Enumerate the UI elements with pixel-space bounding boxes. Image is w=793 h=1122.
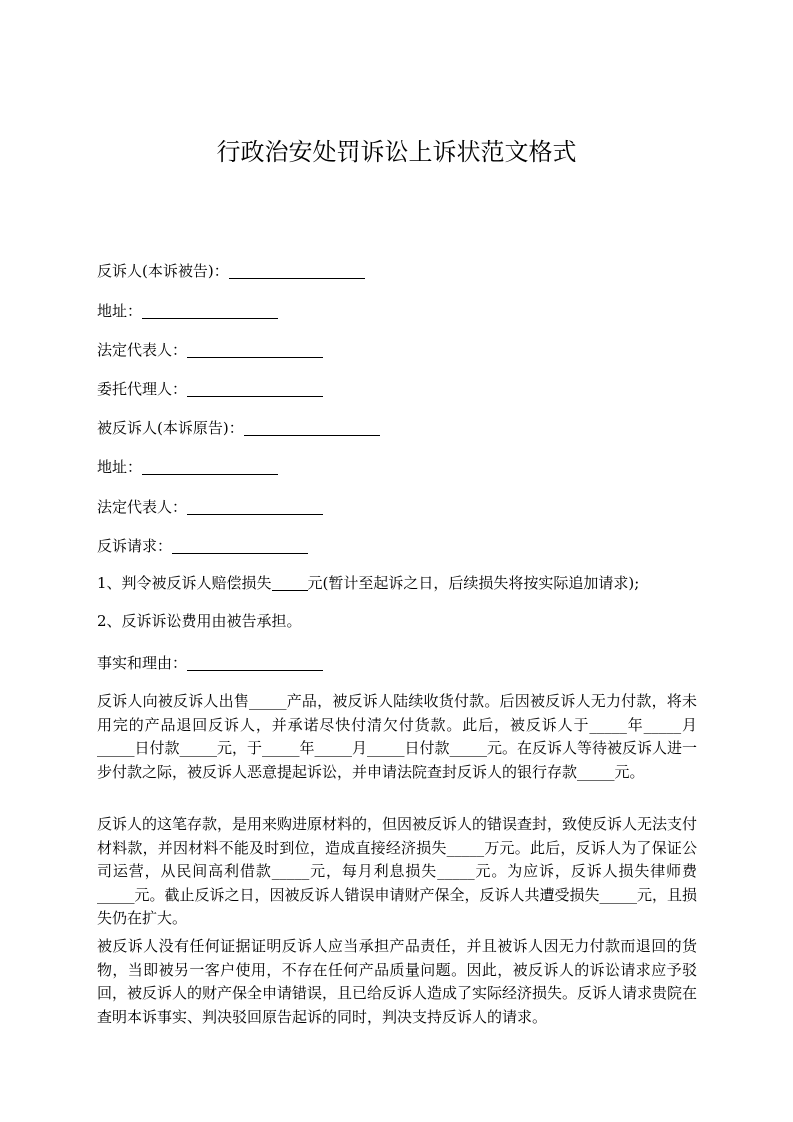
claim-item-1	[97, 572, 639, 594]
facts-paragraph-3: 被反诉人没有任何证据证明反诉人应当承担产品责任，并且被诉人因无力付款而退回的货物，当即被另一客户使用，不存在任何产品质量问题。因此，被反诉人的诉讼请求应予驳回，被反诉人的财产保全申请错误，且已给反诉人造成了实际经济损失。反诉人请求贵院在查明本诉事实、判决驳回原告起诉的同时，判决支持反诉人的请求。	[97, 937, 698, 1026]
counter-defendant-label: 被反诉人(本诉原告)：	[97, 419, 244, 437]
facts-field	[97, 652, 323, 674]
facts-label: 事实和理由：	[97, 654, 188, 672]
legal-rep-field-2	[97, 496, 323, 518]
facts-blank	[187, 654, 323, 671]
counter-plaintiff-field	[97, 260, 365, 282]
agent-blank	[187, 380, 323, 397]
legal-rep-label-2: 法定代表人：	[97, 498, 188, 516]
claims-blank	[172, 537, 308, 554]
legal-rep-label-1: 法定代表人：	[97, 341, 188, 359]
claim-item-1-after: 元(暂计至起诉之日，后续损失将按实际追加请求);	[307, 574, 640, 592]
claims-field	[97, 535, 308, 557]
facts-paragraph-2: 反诉人的这笔存款，是用来购进原材料的，但因被反诉人的错误查封，致使反诉人无法支付材料款，并因材料不能及时到位，造成直接经济损失_____万元。此后，反诉人为了保证公司运营，从民间高利借款_____元，每月利息损失_____元。为应诉，反诉人损失律师费_____元。截止反诉之日，因被反诉人错误申请财产保全，反诉人共遭受损失_____元，且损失仍在扩大。	[97, 815, 698, 927]
agent-label: 委托代理人：	[97, 380, 188, 398]
address-label-2: 地址：	[97, 458, 143, 476]
counter-plaintiff-blank	[229, 262, 365, 279]
claim-item-2: 2、反诉诉讼费用由被告承担。	[97, 612, 302, 630]
document-title: 行政治安处罚诉讼上诉状范文格式	[216, 138, 577, 166]
claim-item-1-blank	[272, 574, 308, 591]
agent-field	[97, 378, 323, 400]
counter-defendant-field	[97, 417, 380, 439]
address-blank-1	[142, 302, 278, 319]
legal-rep-field-1	[97, 339, 323, 361]
address-field-2	[97, 456, 278, 478]
claims-label: 反诉请求：	[97, 537, 173, 555]
facts-paragraph-1: 反诉人向被反诉人出售_____产品，被反诉人陆续收货付款。后因被反诉人无力付款，将未用完的产品退回反诉人，并承诺尽快付清欠付货款。此后，被反诉人于_____年_____月_____日付款_____元，于_____年_____月_____日付款_____元。在反诉人等待被反诉人进一步付款之际，被反诉人恶意提起诉讼，并申请法院查封反诉人的银行存款_____元。	[97, 692, 698, 781]
address-label-1: 地址：	[97, 302, 143, 320]
legal-rep-blank-1	[187, 341, 323, 358]
claim-item-1-before: 1、判令被反诉人赔偿损失	[97, 574, 272, 592]
counter-defendant-blank	[244, 419, 380, 436]
legal-rep-blank-2	[187, 498, 323, 515]
address-blank-2	[142, 458, 278, 475]
counter-plaintiff-label: 反诉人(本诉被告)：	[97, 262, 229, 280]
address-field-1	[97, 300, 278, 322]
